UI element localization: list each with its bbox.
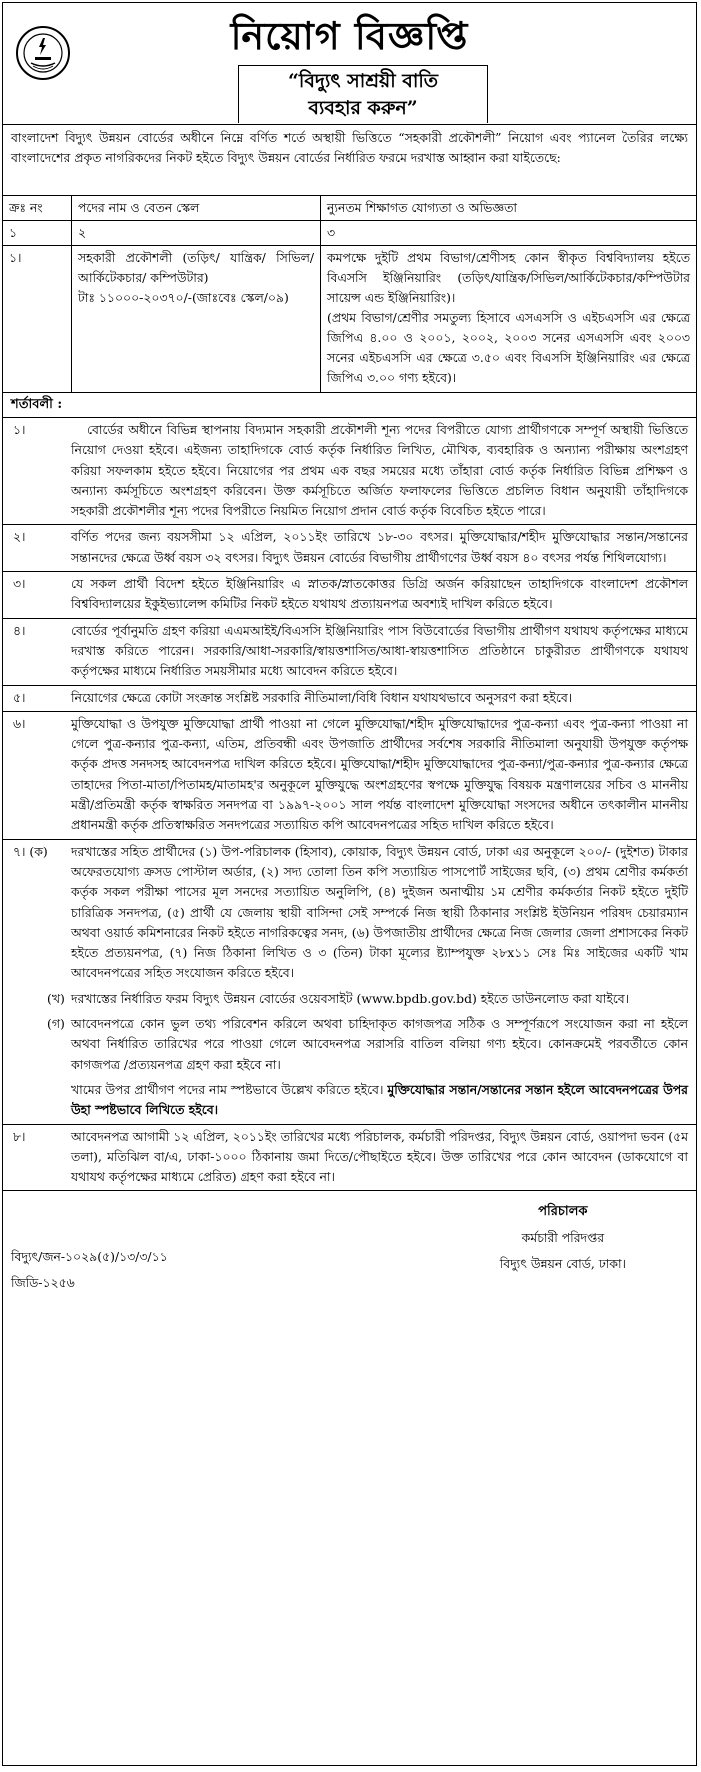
term-item [3, 840, 696, 987]
pay-scale: টাঃ ১১০০০-২০৩৭০/-(জাঃবেঃ স্কেল/০৯) [78, 290, 289, 305]
term-item [3, 525, 696, 572]
term-number: ৬। [13, 715, 26, 731]
term-text: মুক্তিযোদ্ধা ও উপযুক্ত মুক্তিযোদ্ধা প্রার্থী পাওয়া না গেলে মুক্তিযোদ্ধা/শহীদ মুক্তিযোদ্ধাদের পুত্র-কন্যা এবং পুত্র-কন্যা পাওয়া না গেলে পুত্র-কন্যার পুত্র-কন্যা, এতিম, প্রতিবন্ধী এবং উপজাতি প্রার্থীদের সর্বশেষ সরকারি নীতিমালা অনুযায়ী উপযুক্ত কর্তৃপক্ষ কর্তৃক প্রদত্ত সনদসহ আবেদনপত্র দাখিল করিতে হইবে। মুক্তিযোদ্ধা/শহীদ মুক্তিযোদ্ধাদের পুত্র-কন্যা/পুত্র-কন্যার পুত্র-কন্যার ক্ষেত্রে তাহাদের পিতা-মাতা/পিতামহ/মাতামহ'র অনুকূলে মুক্তিযুদ্ধে অংশগ্রহণের স্বপক্ষে মুক্তিযুদ্ধ বিষয়ক মন্ত্রণালয়ের সচিব ও মাননীয় মন্ত্রী/প্রতিমন্ত্রী কর্তৃক স্বাক্ষরিত সনদপত্র বা ১৯৯৭-২০০১ সাল পর্যন্ত বাংলাদেশ মুক্তিযোদ্ধা সংসদের অধীনে তৎকালীন মাননীয় প্রধানমন্ত্রী কর্তৃক প্রতিস্বাক্ষরিত সনদপত্রের সত্যায়িত কপি আবেদনপত্রের সহিত দাখিল করিতে হইবে। [71, 715, 688, 833]
memo-reference: বিদ্যুৎ/জন-১০২৯(৫)/১৩/৩/১১ [11, 1249, 168, 1265]
term-item [3, 1125, 696, 1192]
table-header-row [3, 196, 696, 221]
col-number-1: ১ [3, 221, 72, 246]
col-number-2: ২ [72, 221, 321, 246]
signature-dept: কর্মচারী পরিদপ্তর [521, 1230, 605, 1246]
col-number-3: ৩ [321, 221, 697, 246]
term-item [3, 572, 696, 619]
term-number: (গ) [47, 1016, 65, 1032]
slogan-line-2: ব্যবহার করুন” [308, 97, 418, 119]
term-text: দরখাস্তের সহিত প্রার্থীদের (১) উপ-পরিচালক (হিসাব), কোয়াক, বিদ্যুৎ উন্নয়ন বোর্ড, ঢাকা এর অনুকূলে ২০০/- (দুইশত) টাকার অফেরতযোগ্য ক্রসড পোস্টাল অর্ডার, (২) সদ্য তোলা তিন কপি সত্যায়িত পাসপোর্ট সাইজের ছবি, (৩) প্রথম শ্রেণীর কর্মকর্তা কর্তৃক সকল পরীক্ষা পাসের মূল সনদের সত্যায়িত অনুলিপি, (৪) দুইজন অনাত্মীয় ১ম শ্রেণীর কর্মকর্তার নিকট হইতে দুইটি চারিত্রিক সনদপত্র, (৫) প্রার্থী যে জেলায় স্থায়ী বাসিন্দা সেই সম্পর্কে নিজ স্থায়ী ঠিকানার সংশ্লিষ্ট ইউনিয়ন পরিষদ চেয়ারম্যান অথবা ওয়ার্ড কমিশনারের নিকট হইতে নাগরিকত্বের সনদ, (৬) উপজাতীয় প্রার্থীদের ক্ষেত্রে নিজ জেলার জেলা প্রশাসকের নিকট হইতে প্রত্যয়নপত্র, (৭) নিজ ঠিকানা লিখিত ও ৩ (তিন) টাকা মূল্যের ষ্ট্যাম্পযুক্ত ২৮x১১ সেঃ মিঃ সাইজের একটি খাম আবেদনপত্রের সহিত সংযোজন করিতে হইবে। [71, 843, 688, 981]
term-item [3, 987, 696, 1012]
footer [3, 1191, 696, 1311]
notice-page [2, 2, 697, 1766]
post-table [3, 196, 696, 393]
term-item [3, 712, 696, 840]
term-text: বোর্ডের অধীনে বিভিন্ন স্থাপনায় বিদ্যমান সহকারী প্রকৌশলী শূন্য পদের বিপরীতে যোগ্য প্রার্থীগণকে সম্পূর্ণ অস্থায়ী ভিত্তিতে নিয়োগ দেওয়া হইবে। এইজন্য তাহাদিগকে বোর্ড কর্তৃক নির্ধারিত লিখিত, মৌখিক, ব্যবহারিক ও অন্যান্য পরীক্ষায় অংশগ্রহণ করিয়া সফলকাম হইতে হইবে। নিয়োগের পর প্রথম এক বছর সময়ের মধ্যে তাঁহারা বোর্ড কর্তৃক নির্ধারিত বিভিন্ন প্রশিক্ষণ ও অন্যান্য কর্মসূচিতে অংশগ্রহণ করিবেন। উক্ত কর্মসূচিতে অর্জিত ফলাফলের ভিত্তিতে প্রচলিত বিধান অনুযায়ী তাঁহাদিগকে সহকারী প্রকৌশলীর শূন্য পদের বিপরীতে নিয়মিত নিয়োগ প্রদান বোর্ড কর্তৃক বিবেচিত হইতে পারে। [71, 422, 688, 519]
envelope-instruction: খামের উপর প্রার্থীগণ পদের নাম স্পষ্টভাবে উল্লেখ করিতে হইবে। [71, 1081, 384, 1097]
term-number: ৩। [13, 576, 26, 592]
header [3, 3, 696, 125]
term-number: ৮। [13, 1128, 26, 1144]
post-cell [72, 246, 321, 393]
term-number: ১। [13, 422, 26, 437]
term-number: ৪। [13, 622, 26, 638]
header-qualification: ন্যুনতম শিক্ষাগত যোগ্যতা ও অভিজ্ঞতা [321, 196, 697, 221]
table-row [3, 246, 696, 393]
term-number [3, 1078, 71, 1124]
term-text: বর্ণিত পদের জন্য বয়সসীমা ১২ এপ্রিল, ২০১১ইং তারিখে ১৮-৩০ বৎসর। মুক্তিযোদ্ধার/শহীদ মুক্তিযোদ্ধার সন্তান/সন্তানের সন্তানদের ক্ষেত্রে উর্ধ্ব বয়স ৩২ বৎসর। বিদ্যুৎ উন্নয়ন বোর্ডের বিভাগীয় প্রার্থীগণের উর্ধ্ব বয়স ৪০ বৎসর পর্যন্ত শিথিলযোগ্য। [71, 529, 688, 565]
qualification-text: কমপক্ষে দুইটি প্রথম বিভাগ/শ্রেণীসহ কোন স্বীকৃত বিশ্ববিদ্যালয় হইতে বিএসসি ইঞ্জিনিয়ারিং (তড়িৎ/যান্ত্রিক/সিভিল/আর্কিটেকচার/কম্পিউটার সায়েন্স এন্ড ইঞ্জিনিয়ারিং)। [327, 250, 690, 305]
term-text: আবেদনপত্র আগামী ১২ এপ্রিল, ২০১১ইং তারিখের মধ্যে পরিচালক, কর্মচারী পরিদপ্তর, বিদ্যুৎ উন্নয়ন বোর্ড, ওয়াপদা ভবন (৫ম তলা), মতিঝিল বা/এ, ঢাকা-১০০০ ঠিকানায় জমা দিতে/পৌছাইতে হইবে। উক্ত তারিখের পরে কোন আবেদন (ডাকযোগে বা যথাযথ কর্তৃপক্ষের মাধ্যমে প্রেরিত) গ্রহণ করা হইবে না। [71, 1128, 688, 1185]
term-text: আবেদনপত্রে কোন ভুল তথ্য পরিবেশন করিলে অথবা চাহিদাকৃত কাগজপত্র সঠিক ও সম্পূর্ণরূপে সংযোজন করা না হইলে অথবা নির্ধারিত তারিখের পরে পাওয়া গেলে আবেদনপত্র সরাসরি বাতিল বলিয়া গণ্য হইবে। কোনক্রমেই পরবর্তীতে কোন কাগজপত্র /প্রত্যয়নপত্র গ্রহণ করা হইবে না। [71, 1016, 688, 1072]
term-text [71, 1078, 696, 1124]
page-title: নিয়োগ বিজ্ঞপ্তি [230, 13, 469, 58]
intro-paragraph: বাংলাদেশ বিদ্যুৎ উন্নয়ন বোর্ডের অধীনে নিম্নে বর্ণিত শর্তে অস্থায়ী ভিত্তিতে “সহকারী প্রকৌশলী” নিয়োগ এবং প্যানেল তৈরির লক্ষ্যে বাংলাদেশের প্রকৃত নাগরিকদের নিকট হইতে বিদ্যুৎ উন্নয়ন বোর্ডের নির্ধারিত ফরমে দরখাস্ত আহ্বান করা যাইতেছে: [3, 125, 696, 196]
term-text: যে সকল প্রার্থী বিদেশ হইতে ইঞ্জিনিয়ারিং এ স্নাতক/স্নাতকোত্তর ডিগ্রি অর্জন করিয়াছেন তাহাদিগকে বাংলাদেশ প্রকৌশল বিশ্ববিদ্যালয়ের ইকুইভ্যালেন্স কমিটির নিকট হইতে যথাযথ প্রত্যায়নপত্র অবশ্যই দাখিল করিতে হইবে। [71, 576, 688, 612]
terms-title: শর্তাবলী : [3, 393, 696, 418]
freedom-fighter-instruction: মুক্তিযোদ্ধার সন্তান/সন্তানের সন্তান হইলে আবেদনপত্রের উপর উহা স্পষ্টভাবে লিখিতে হইবে। [71, 1081, 688, 1118]
term-text: দরখাস্তের নির্ধারিত ফরম বিদ্যুৎ উন্নয়ন বোর্ডের ওয়েবসাইট (www.bpdb.gov.bd) হইতে ডাউনলোড করা যাইবে। [71, 990, 630, 1006]
term-number: ৫। [13, 689, 26, 705]
table-number-row [3, 221, 696, 246]
term-text: নিয়োগের ক্ষেত্রে কোটা সংক্রান্ত সংশ্লিষ্ট সরকারি নীতিমালা/বিধি বিধান যথাযথভাবে অনুসরণ করা হইবে। [71, 689, 573, 705]
term-number: ২। [13, 529, 26, 545]
term-item [3, 1012, 696, 1078]
term-number: ৭। (ক) [13, 843, 48, 859]
signature-block [500, 1199, 626, 1277]
row-serial: ১। [3, 246, 72, 393]
slogan-box [238, 65, 488, 123]
header-post: পদের নাম ও বেতন স্কেল [72, 196, 321, 221]
qualification-note: (প্রথম বিভাগ/শ্রেণীর সমতুল্য হিসাবে এসএসসি ও এইচএসসি এর ক্ষেত্রে জিপিএ ৪.০০ ও ২০০১, ২০০২, ২০০৩ সনের এসএসসি এবং ২০০৩ সনের এইচএসসি এর ক্ষেত্রে ৩.৫০ এবং বিএসসি ইঞ্জিনিয়ারিং এর ক্ষেত্রে জিপিএ ৩.০০ গণ্য হইবে)। [327, 310, 690, 385]
signature-role: পরিচালক [538, 1204, 588, 1220]
signature-org: বিদ্যুৎ উন্নয়ন বোর্ড, ঢাকা। [499, 1256, 626, 1272]
term-number: (খ) [47, 990, 65, 1006]
term-item [3, 418, 696, 525]
gd-reference: জিডি-১২৫৬ [11, 1275, 75, 1291]
header-serial: ক্রঃ নং [3, 196, 72, 221]
term-item [3, 686, 696, 712]
slogan-line-1: “বিদ্যুৎ সাশ্রয়ী বাতি [287, 70, 439, 92]
post-name: সহকারী প্রকৌশলী (তড়িৎ/ যান্ত্রিক/ সিভিল/আর্কিটেকচার/ কম্পিউটার) [78, 250, 314, 285]
qualification-cell [321, 246, 697, 393]
term-item [3, 1078, 696, 1125]
term-item [3, 619, 696, 686]
term-text: বোর্ডের পূর্বানুমতি গ্রহণ করিয়া এএমআইই/বিএসসি ইঞ্জিনিয়ারিং পাস বিউবোর্ডের বিভাগীয় প্রার্থীগণ যথাযথ কর্তৃপক্ষের মাধ্যমে দরখাস্ত করিতে পারেন। সরকারি/আধা-সরকারি/স্বায়ত্তশাসিত/আধা-স্বায়ত্তশাসিত প্রতিষ্ঠানে চাকুরীরত প্রার্থীগণকে যথাযথ কর্তৃপক্ষের মাধ্যমে নির্ধারিত সময়সীমার মধ্যে আবেদন করিতে হইবে। [71, 622, 688, 679]
